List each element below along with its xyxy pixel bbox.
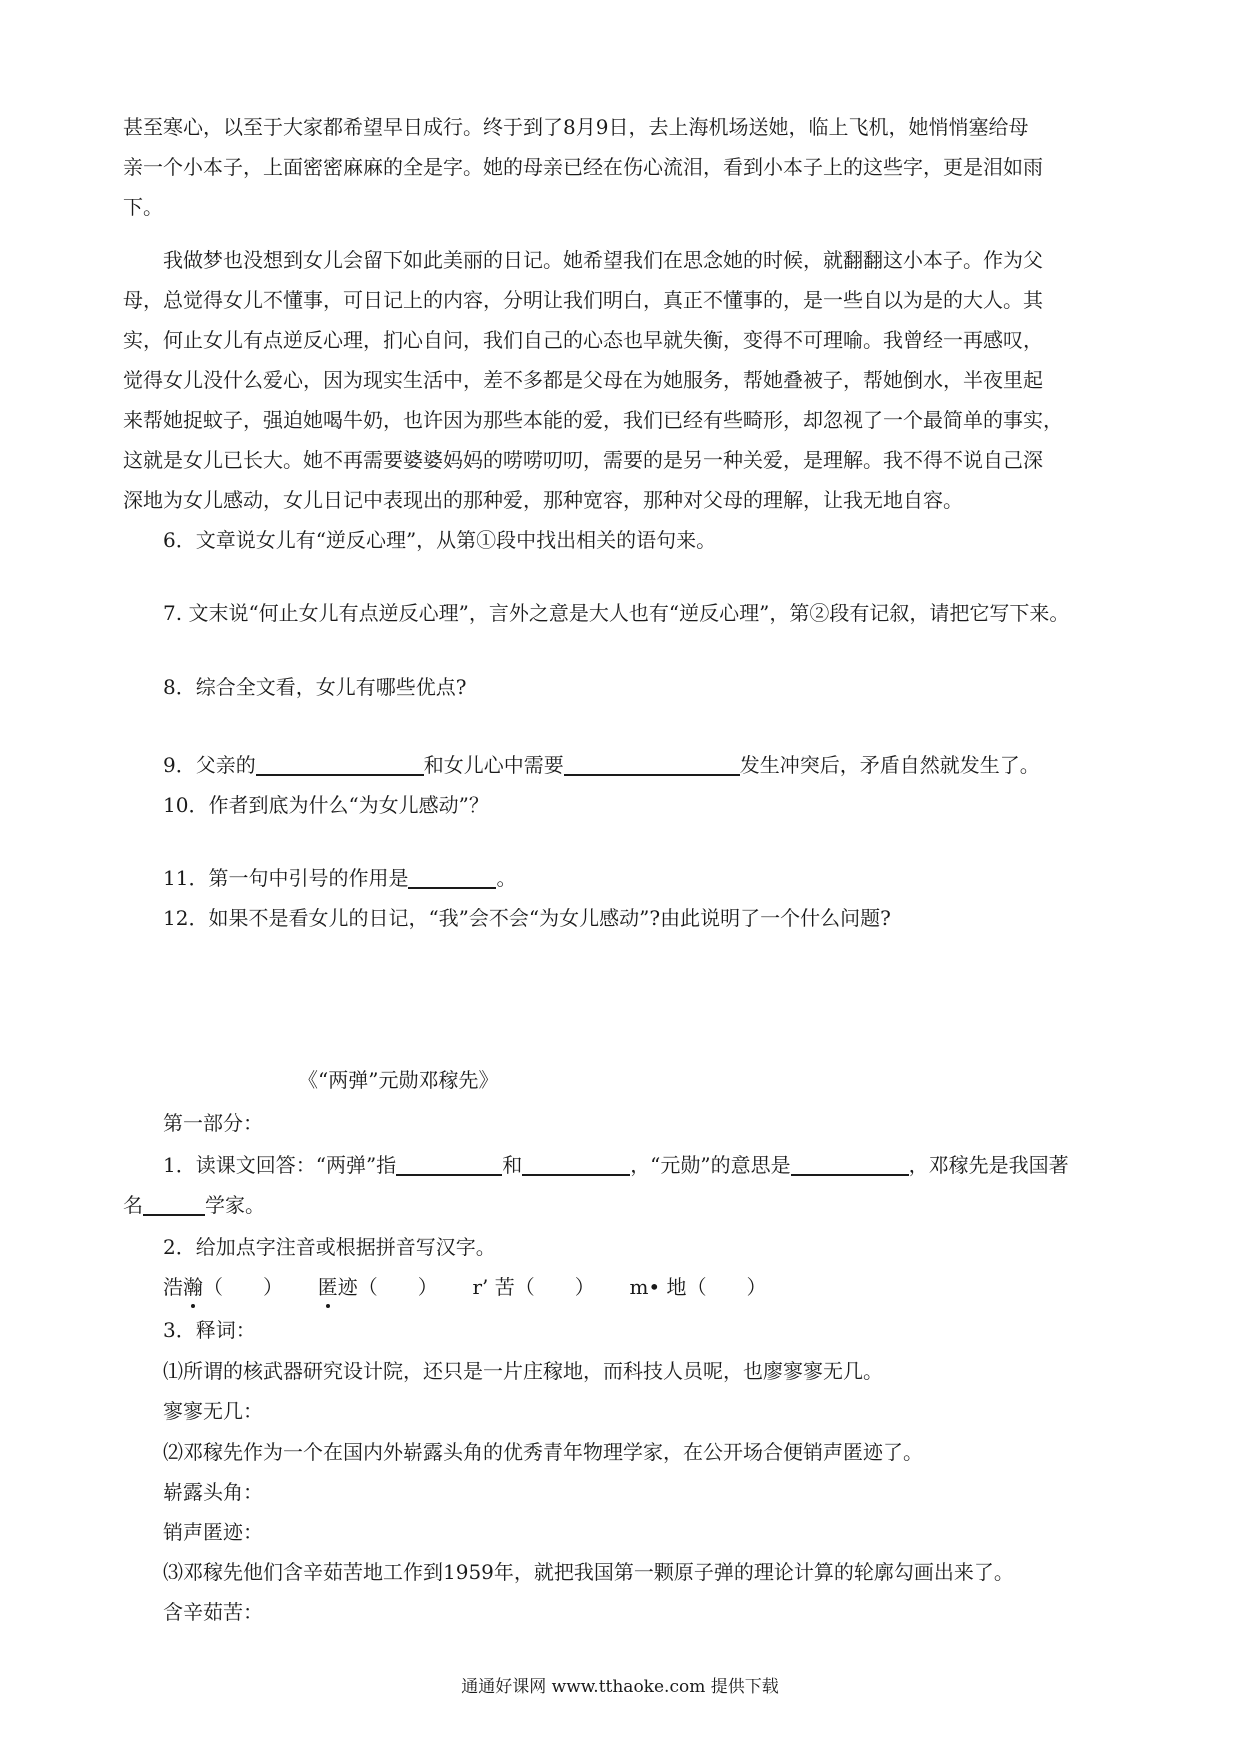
answer-blank[interactable] — [143, 1190, 205, 1216]
page-footer: 通通好课网 www.tthaoke.com 提供下载 — [461, 1677, 779, 1697]
question-11-text-b: 。 — [496, 866, 517, 890]
question-10: 10．作者到底为什么“为女儿感动”？ — [163, 793, 489, 817]
sentence-3: ⑶邓稼先他们含辛茹苦地工作到1959年，就把我国第一颗原子弹的理论计算的轮廓勾画出来了。 — [163, 1560, 1014, 1584]
answer-blank[interactable] — [256, 750, 424, 776]
question-1-text-b: 和 — [502, 1153, 523, 1177]
passage-line: 甚至寒心，以至于大家都希望早日成行。终于到了8月9日，去上海机场送她，临上飞机，她悄悄塞给母 — [123, 115, 1029, 139]
passage-line: 深地为女儿感动，女儿日记中表现出的那种爱，那种宽容，那种对父母的理解，让我无地自容。 — [123, 488, 963, 512]
question-1-text-c: ，“元勋”的意思是 — [630, 1153, 791, 1177]
passage-line: 下。 — [123, 195, 163, 219]
question-8: 8．综合全文看，女儿有哪些优点? — [163, 675, 467, 699]
question-1-text-d: ，邓稼先是我国著 — [908, 1153, 1069, 1177]
question-7: 7. 文末说“何止女儿有点逆反心理”，言外之意是大人也有“逆反心理”，第②段有记叙，请把它写下来。 — [163, 601, 1070, 625]
answer-paren[interactable]: （ ） — [203, 1275, 283, 1299]
question-3: 3．释词： — [163, 1318, 256, 1342]
passage-line: 亲一个小本子，上面密密麻麻的全是字。她的母亲已经在伤心流泪，看到小本子上的这些字，更是泪如雨 — [123, 155, 1043, 179]
question-1-text-e: 名 — [123, 1193, 143, 1217]
answer-paren[interactable]: （ ） — [686, 1275, 767, 1299]
answer-paren[interactable]: （ ） — [514, 1275, 595, 1299]
part-heading: 第一部分： — [163, 1111, 263, 1135]
pinyin-row — [163, 1272, 1163, 1302]
question-9-text-c: 发生冲突后，矛盾自然就发生了。 — [739, 753, 1040, 777]
term-3: 销声匿迹： — [163, 1520, 263, 1544]
section-title: 《“两弹”元勋邓稼先》 — [298, 1068, 499, 1092]
question-12: 12．如果不是看女儿的日记，“我”会不会“为女儿感动”?由此说明了一个什么问题? — [163, 906, 891, 930]
word-haohan: 浩瀚 — [163, 1275, 203, 1299]
sentence-1: ⑴所谓的核武器研究设计院，还只是一片庄稼地，而科技人员呢，也廖寥寥无几。 — [163, 1359, 883, 1383]
question-11-text-a: 11．第一句中引号的作用是 — [163, 866, 409, 890]
passage-line: 我做梦也没想到女儿会留下如此美丽的日记。她希望我们在思念她的时候，就翻翻这小本子。作为父 — [163, 248, 1043, 272]
passage-line: 母，总觉得女儿不懂事，可日记上的内容，分明让我们明白，真正不懂事的，是一些自以为是的大人。其 — [123, 288, 1043, 312]
question-1-text-a: 1．读课文回答：“两弹”指 — [163, 1153, 397, 1177]
question-9-text-a: 9．父亲的 — [163, 753, 256, 777]
question-2: 2．给加点字注音或根据拼音写汉字。 — [163, 1235, 496, 1259]
term-4: 含辛茹苦： — [163, 1600, 263, 1624]
question-1-cont — [123, 1190, 1123, 1220]
question-1-text-f: 学家。 — [205, 1193, 265, 1217]
word-m-di: m• 地 — [629, 1275, 687, 1299]
answer-blank[interactable] — [564, 750, 740, 776]
term-2: 崭露头角： — [163, 1480, 263, 1504]
passage-line: 实，何止女儿有点逆反心理，扪心自问，我们自己的心态也早就失衡，变得不可理喻。我曾经一再感叹， — [123, 328, 1043, 352]
question-9 — [163, 750, 1123, 780]
passage-line: 这就是女儿已长大。她不再需要婆婆妈妈的唠唠叨叨，需要的是另一种关爱，是理解。我不得不说自己深 — [123, 448, 1043, 472]
question-1 — [163, 1150, 1123, 1180]
answer-blank[interactable] — [522, 1150, 630, 1176]
sentence-2: ⑵邓稼先作为一个在国内外崭露头角的优秀青年物理学家，在公开场合便销声匿迹了。 — [163, 1440, 923, 1464]
question-9-text-b: 和女儿心中需要 — [423, 753, 564, 777]
term-1: 寥寥无几： — [163, 1399, 263, 1423]
word-r-ku: r’ 苦 — [472, 1275, 515, 1299]
question-11 — [163, 863, 1123, 893]
question-6: 6．文章说女儿有“逆反心理”，从第①段中找出相关的语句来。 — [163, 528, 717, 552]
answer-blank[interactable] — [408, 863, 496, 889]
answer-blank[interactable] — [791, 1150, 909, 1176]
passage-line: 觉得女儿没什么爱心，因为现实生活中，差不多都是父母在为她服务，帮她叠被子，帮她倒水，半夜里起 — [123, 368, 1043, 392]
answer-paren[interactable]: （ ） — [357, 1275, 438, 1299]
answer-blank[interactable] — [396, 1150, 502, 1176]
word-niji: 匿迹 — [318, 1275, 358, 1299]
passage-line: 来帮她捉蚊子，强迫她喝牛奶，也许因为那些本能的爱，我们已经有些畸形，却忽视了一个最简单的事实， — [123, 408, 1063, 432]
